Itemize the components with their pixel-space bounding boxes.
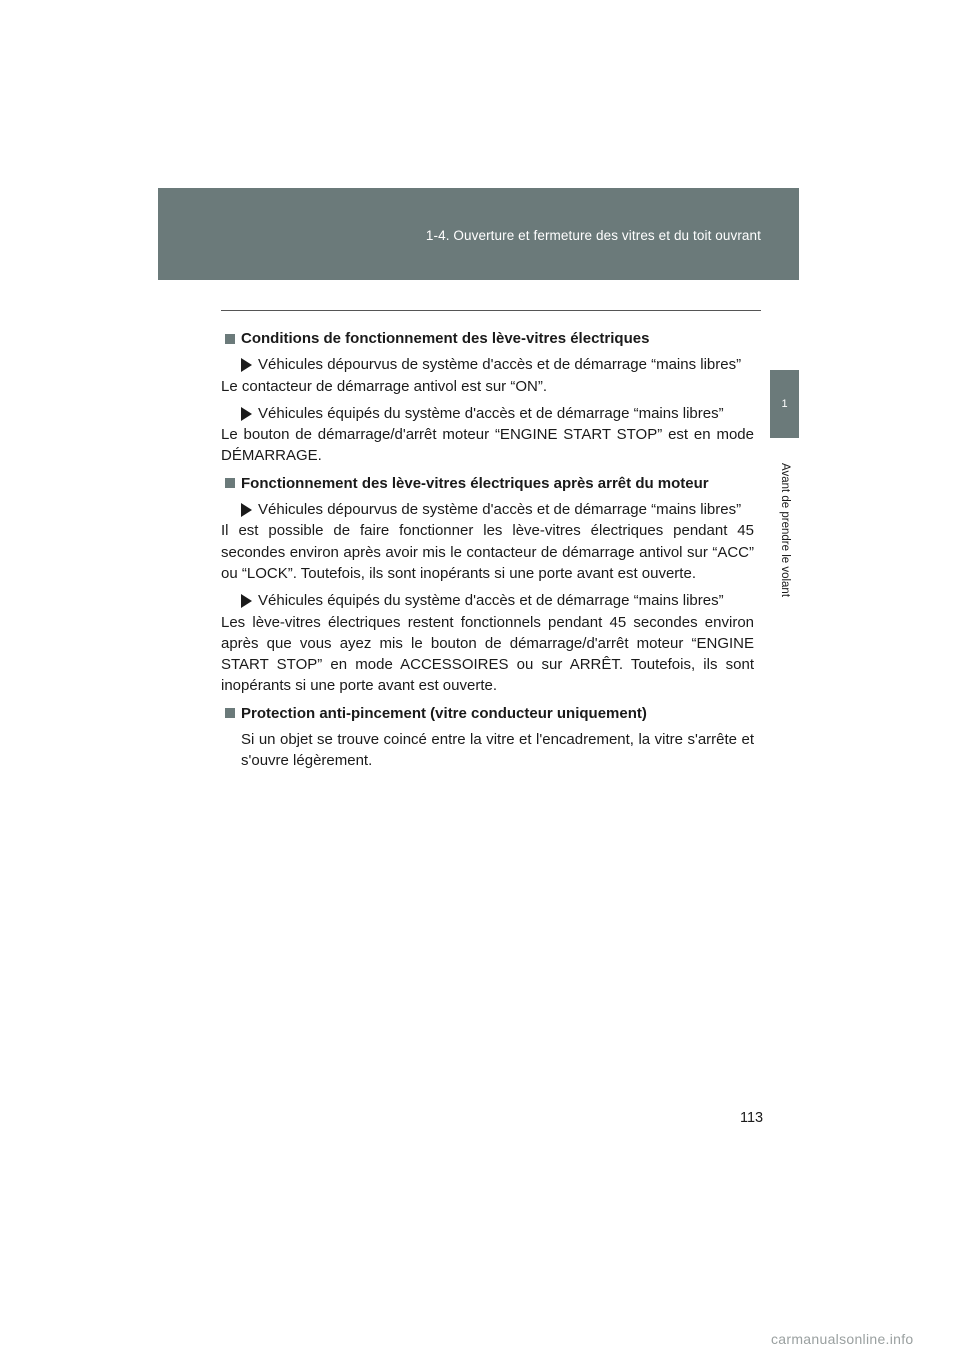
section-title: Protection anti-pincement (vitre conducteur uniquement) [221, 703, 754, 724]
chapter-header [158, 188, 799, 280]
condition-line: Véhicules dépourvus de système d'accès et de démarrage “mains libres” [241, 499, 754, 520]
condition-line: Véhicules équipés du système d'accès et de démarrage “mains libres” [241, 590, 754, 611]
square-bullet-icon [225, 708, 235, 718]
triangle-bullet-icon [241, 503, 252, 517]
section-title: Conditions de fonctionnement des lève-vitres électriques [221, 328, 754, 349]
section-title: Fonctionnement des lève-vitres électriques après arrêt du moteur [221, 473, 754, 494]
paragraph: Le bouton de démarrage/d'arrêt moteur “ENGINE START STOP” est en mode DÉMARRAGE. [221, 426, 754, 465]
triangle-bullet-icon [241, 358, 252, 372]
triangle-bullet-icon [241, 407, 252, 421]
side-tab-number: 1 [770, 370, 799, 438]
side-tab-label: Avant de prendre le volant [779, 462, 791, 598]
paragraph: Si un objet se trouve coincé entre la vitre et l'encadrement, la vitre s'arrête et s'ouvre légèrement. [241, 731, 754, 770]
page-number: 113 [740, 1110, 764, 1126]
paragraph: Le contacteur de démarrage antivol est sur “ON”. [221, 377, 547, 395]
page-content [221, 324, 754, 778]
condition-line: Véhicules équipés du système d'accès et de démarrage “mains libres” [241, 403, 754, 424]
top-divider [221, 310, 761, 311]
chapter-title: 1-4. Ouverture et fermeture des vitres et du toit ouvrant [425, 228, 761, 243]
condition-line: Véhicules dépourvus de système d'accès et de démarrage “mains libres” [241, 354, 754, 375]
watermark-link[interactable]: carmanualsonline.info [771, 1331, 914, 1347]
square-bullet-icon [225, 334, 235, 344]
paragraph: Les lève-vitres électriques restent fonctionnels pendant 45 secondes environ après que vous ayez mis le bouton de démarrage/d'arrêt moteur “ENGINE START STOP” en mode ACCESSOIRES ou sur ARRÊT. Toutefois, ils sont inopérants si une porte avant est ouverte. [221, 613, 754, 695]
square-bullet-icon [225, 478, 235, 488]
paragraph: Il est possible de faire fonctionner les lève-vitres électriques pendant 45 secondes environ après avoir mis le contacteur de démarrage antivol sur “ACC” ou “LOCK”. Toutefois, ils sont inopérants si une porte avant est ouverte. [221, 522, 754, 582]
triangle-bullet-icon [241, 594, 252, 608]
